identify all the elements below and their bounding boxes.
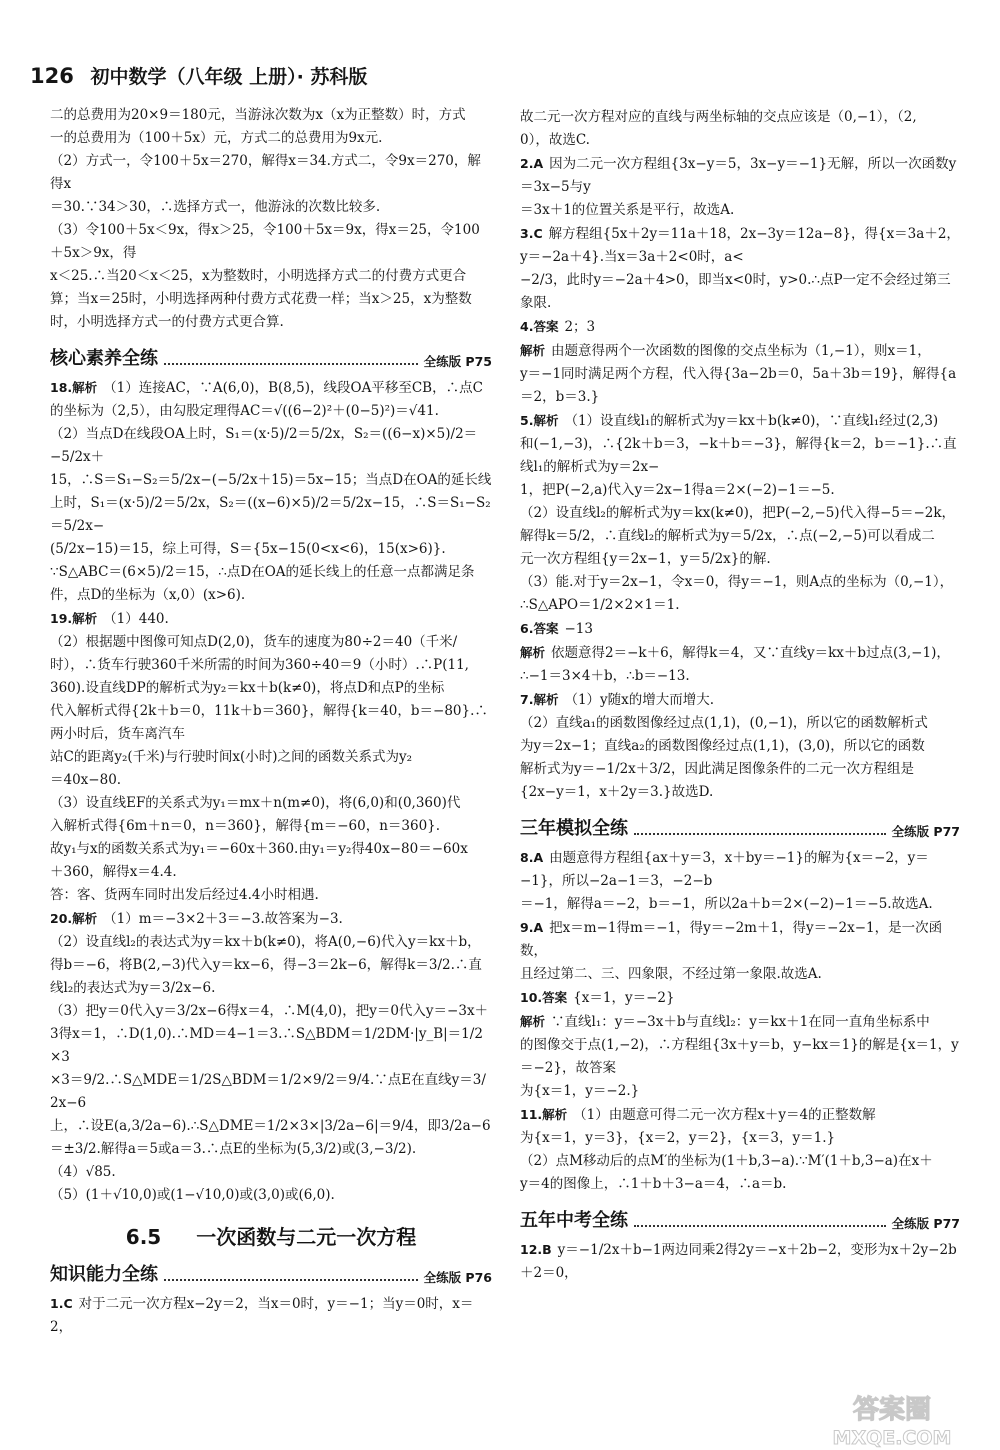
- line-text: 的图像交于点(1,−2)，∴方程组{3x＋y＝b，y−kx＝1}的解是{x＝1，y＝−2}，故答案: [520, 1037, 959, 1076]
- question-2: [520, 152, 960, 222]
- question-6: [520, 617, 960, 688]
- line-text: 解方程组{5x＋2y＝11a＋18，2x−3y＝12a−8}，得{x＝3a＋2，y＝−2a＋4}.当x＝3a＋2<0时，a<: [520, 226, 960, 265]
- question-label: 解析: [520, 343, 546, 358]
- section-divider: [164, 363, 418, 365]
- line-text: (5/2x−15)＝15，综上可得，S＝{5x−15(0<x<6)，15(x>6)}.: [50, 541, 446, 557]
- line-text: 由题意得两个一次函数的图像的交点坐标为（1,−1），则x＝1，: [551, 343, 931, 359]
- text-line: [520, 548, 960, 571]
- text-line: [520, 712, 960, 735]
- line-text: 且经过第二、三、四象限，不经过第一象限.故选A.: [520, 966, 822, 982]
- line-text: 答：客、货两车同时出发后经过4.4小时相遇.: [50, 887, 319, 903]
- line-text: （2）设直线l₂的解析式为y＝kx(k≠0)，把P(−2,−5)代入得−5＝−2k，: [520, 505, 956, 521]
- line-text: ∴S△APO＝1/2×2×1＝1.: [520, 597, 680, 613]
- line-text: 入解析式得{6m＋n＝0，n＝360}，解得{m＝−60，n＝360}.: [50, 818, 441, 834]
- text-line: [50, 423, 492, 469]
- line-text: （2）设直线l₂的表达式为y＝kx＋b(k≠0)，将A(0,−6)代入y＝kx＋b，: [50, 934, 481, 950]
- text-line: [520, 129, 960, 152]
- intro-block: [50, 104, 492, 334]
- section-five-year: [520, 1206, 960, 1232]
- watermark-bottom-text: MXQE.COM: [832, 1427, 952, 1449]
- question-19: [50, 607, 492, 907]
- question-18: [50, 376, 492, 607]
- line-text: （5）(1＋√10,0)或(1−√10,0)或(3,0)或(6,0).: [50, 1187, 335, 1203]
- text-line: [520, 502, 960, 525]
- text-line: [50, 1069, 492, 1115]
- text-line: [520, 641, 960, 665]
- question-label: 2.A: [520, 156, 544, 171]
- text-line: [50, 607, 492, 631]
- question-4: [520, 315, 960, 409]
- line-text: （2）直线a₁的函数图像经过点(1,1)，(0,−1)，所以它的函数解析式: [520, 715, 928, 731]
- line-text: 元一次方程组{y＝2x−1，y＝5/2x}的解.: [520, 551, 771, 567]
- line-text: 为{x＝1，y＝3}，{x＝2，y＝2}，{x＝3，y＝1.}: [520, 1130, 836, 1146]
- section-title: 五年中考全练: [520, 1210, 628, 1231]
- line-text: （2）点M移动后的点M′的坐标为(1＋b,3−a).∵M′(1＋b,3−a)在x＋: [520, 1153, 933, 1169]
- question-label: 解析: [520, 645, 546, 660]
- section-title: 核心素养全练: [50, 348, 158, 369]
- line-text: {x＝1，y＝−2}: [573, 990, 675, 1006]
- line-text: （1）m＝−3×2＋3＝−3.故答案为−3.: [103, 911, 343, 927]
- page-header: [30, 62, 367, 89]
- text-line: [520, 363, 960, 409]
- line-text: 0），故选C.: [520, 132, 590, 148]
- chapter-title: 一次函数与二元一次方程: [196, 1225, 417, 1249]
- line-text: ∴−1＝3×4＋b，∴b＝−13.: [520, 668, 690, 684]
- question-20: [50, 907, 492, 1207]
- text-line: [520, 665, 960, 688]
- line-text: 1，把P(−2,a)代入y＝2x−1得a＝2×(−2)−1＝−5.: [520, 482, 835, 498]
- text-line: [50, 677, 492, 700]
- text-line: [50, 492, 492, 538]
- left-column: [50, 104, 492, 1339]
- line-text: 象限.: [520, 295, 552, 311]
- question-label: 9.A: [520, 920, 544, 935]
- text-line: [520, 339, 960, 363]
- line-text: 解析式为y＝−1/2x＋3/2，因此满足图像条件的二元一次方程组是: [520, 761, 915, 777]
- question-1-continued: [520, 106, 960, 152]
- line-text: 解得k＝5/2，∴直线l₂的解析式为y＝5/2x，∴点(−2,−5)可以看成二: [520, 528, 935, 544]
- question-text: 对于二元一次方程x−2y＝2，当x＝0时，y＝−1；当y＝0时，x＝2，: [50, 1296, 474, 1335]
- text-line: 时，小明选择方式一的付费方式更合算.: [50, 314, 284, 330]
- line-text: 依题意得2＝−k＋6，解得k＝4，又∵直线y＝kx＋b过点(3,−1)，: [551, 645, 950, 661]
- question-1: [50, 1292, 492, 1339]
- text-line: [520, 1150, 960, 1173]
- line-text: ＝40x−80.: [50, 772, 122, 788]
- text-line: [520, 735, 960, 758]
- text-line: （2）方式一，令100＋5x＝270，解得x＝34.方式二，令9x＝270，解得x: [50, 153, 481, 192]
- text-line: [520, 106, 960, 129]
- text-line: 二的总费用为20×9＝180元，当游泳次数为x（x为正整数）时，方式: [50, 107, 466, 123]
- text-line: [50, 1023, 492, 1069]
- line-text: 和(−1,−3)，∴{2k＋b＝3，−k＋b＝−3}，解得{k＝2，b＝−1}.∴直线l₁的解析式为y＝2x−: [520, 436, 957, 475]
- text-line: [520, 846, 960, 893]
- text-line: [50, 815, 492, 838]
- line-text: 为{x＝1，y＝−2.}: [520, 1083, 640, 1099]
- text-line: [520, 893, 960, 916]
- question-label: 7.解析: [520, 692, 559, 707]
- text-line: [50, 954, 492, 977]
- text-line: [50, 376, 492, 400]
- line-text: ＝±3/2.解得a＝5或a＝3.∴点E的坐标为(5,3/2)或(3,−3/2).: [50, 1141, 417, 1157]
- text-line: （3）令100＋5x＜9x，得x＞25，令100＋5x＝9x，得x＝25，令100＋5x＞9x，得: [50, 222, 480, 261]
- chapter-heading: [50, 1221, 492, 1250]
- line-text: ＋360，解得x＝4.4.: [50, 864, 177, 880]
- line-text: y＝−1同时满足两个方程，代入得{3a−2b＝0，5a＋3b＝19}，解得{a＝2，b＝3.}: [520, 366, 957, 405]
- page-number: 126: [30, 64, 74, 88]
- question-7: [520, 688, 960, 804]
- line-text: 上，∴设E(a,3/2a−6).∴S△DME＝1/2×3×|3/2a−6|＝9/4，即3/2a−6: [50, 1118, 491, 1134]
- text-line: [50, 631, 492, 654]
- line-text: （2）根据题中图像可知点D(2,0)，货车的速度为80÷2＝40（千米/: [50, 634, 458, 650]
- text-line: [520, 152, 960, 199]
- line-text: ＝3x＋1的位置关系是平行，故选A.: [520, 202, 735, 218]
- line-text: 故y₁与x的函数关系式为y₁＝−60x＋360.由y₁＝y₂得40x−80＝−60x: [50, 841, 468, 857]
- text-line: [520, 1103, 960, 1127]
- question-label: 18.解析: [50, 380, 98, 395]
- text-line: [50, 1161, 492, 1184]
- question-label: 3.C: [520, 226, 543, 241]
- text-line: [520, 571, 960, 594]
- question-label: 8.A: [520, 850, 544, 865]
- text-line: 算；当x＝25时，小明选择两种付费方式花费一样；当x＞25，x为整数: [50, 291, 472, 307]
- text-line: [520, 222, 960, 269]
- line-text: （4）√85.: [50, 1164, 116, 1180]
- question-label: 12.B: [520, 1242, 552, 1257]
- text-line: [520, 1010, 960, 1034]
- text-line: [50, 469, 492, 492]
- question-label: 1.C: [50, 1296, 73, 1311]
- text-line: [50, 861, 492, 884]
- line-text: 为y＝2x−1；直线a₂的函数图像经过点(1,1)，(3,0)，所以它的函数: [520, 738, 925, 754]
- section-three-year: [520, 814, 960, 840]
- text-line: [50, 931, 492, 954]
- line-text: y＝4的图像上，∴1＋b＋3−a＝4，∴a＝b.: [520, 1176, 787, 1192]
- text-line: [520, 479, 960, 502]
- question-label: 5.解析: [520, 413, 559, 428]
- section-ref: 全练版 P77: [891, 824, 960, 839]
- text-line: [50, 538, 492, 561]
- line-text: 3得x＝1，∴D(1,0).∴MD＝4−1＝3.∴S△BDM＝1/2DM·|y_B|＝1/2×3: [50, 1026, 483, 1065]
- question-3: [520, 222, 960, 315]
- chapter-number: 6.5: [125, 1225, 162, 1249]
- line-text: 把x＝m−1得m＝−1，得y＝−2m＋1，得y＝−2x−1，是一次函数，: [520, 920, 943, 959]
- line-text: 代入解析式得{2k＋b＝0，11k＋b＝360}，解得{k＝40，b＝−80}.∴两小时后，货车离汽车: [50, 703, 488, 742]
- section-divider: [634, 1225, 886, 1227]
- text-line: [520, 269, 960, 292]
- line-text: 站C的距离y₂(千米)与行驶时间x(小时)之间的函数关系式为y₂: [50, 749, 413, 765]
- text-line: [520, 963, 960, 986]
- text-line: [520, 409, 960, 433]
- text-line: [50, 884, 492, 907]
- text-line: ＝30.∵34＞30，∴选择方式一，他游泳的次数比较多.: [50, 199, 381, 215]
- text-line: [50, 1184, 492, 1207]
- line-text: 360).设直线DP的解析式为y₂＝kx＋b(k≠0)，将点D和点P的坐标: [50, 680, 445, 696]
- text-line: [50, 769, 492, 792]
- text-line: [50, 746, 492, 769]
- section-ref: 全练版 P76: [423, 1270, 492, 1285]
- text-line: [50, 584, 492, 607]
- text-line: [50, 907, 492, 931]
- question-5: [520, 409, 960, 617]
- text-line: [520, 594, 960, 617]
- section-title: 三年模拟全练: [520, 818, 628, 839]
- text-line: [50, 400, 492, 423]
- section-divider: [164, 1279, 418, 1281]
- line-text: {2x−y＝1，x＋2y＝3.}故选D.: [520, 784, 714, 800]
- text-line: [520, 758, 960, 781]
- line-text: 线l₂的表达式为y＝3/2x−6.: [50, 980, 216, 996]
- line-text: 故二元一次方程对应的直线与两坐标轴的交点应该是（0,−1），（2,: [520, 109, 917, 125]
- text-line: [520, 1080, 960, 1103]
- watermark-top-text: 答案圈: [852, 1395, 932, 1425]
- text-line: [520, 1173, 960, 1196]
- text-line: [50, 561, 492, 584]
- line-text: ∵S△ABC＝(6×5)/2＝15，∴点D在OA的延长线上的任意一点都满足条: [50, 564, 475, 580]
- text-line: [50, 838, 492, 861]
- question-label: 解析: [520, 1014, 546, 1029]
- text-line: [50, 654, 492, 677]
- section-title: 知识能力全练: [50, 1264, 158, 1285]
- text-line: [50, 700, 492, 746]
- line-text: 得b＝−6，将B(2,−3)代入y＝kx−6，得−3＝2k−6，解得k＝3/2.∴直: [50, 957, 482, 973]
- question-label: 6.答案: [520, 621, 559, 636]
- section-ref: 全练版 P75: [423, 354, 492, 369]
- section-core-literacy: [50, 344, 492, 370]
- line-text: （3）能.对于y＝2x−1，令x＝0，得y＝−1，则A点的坐标为（0,−1），: [520, 574, 954, 590]
- line-text: 2；3: [564, 319, 596, 335]
- line-text: 因为二元一次方程组{3x−y＝5，3x−y＝−1}无解，所以一次函数y＝3x−5与y: [520, 156, 957, 195]
- section-ref: 全练版 P77: [891, 1216, 960, 1231]
- text-line: x＜25.∴当20＜x＜25，x为整数时，小明选择方式二的付费方式更合: [50, 268, 467, 284]
- line-text: （1）440.: [103, 611, 169, 627]
- text-line: [520, 986, 960, 1010]
- text-line: [520, 199, 960, 222]
- line-text: −13: [564, 621, 593, 637]
- line-text: ∵直线l₁：y＝−3x＋b与直线l₂：y＝kx＋1在同一直角坐标系中: [551, 1014, 930, 1030]
- line-text: （1）设直线l₁的解析式为y＝kx＋b(k≠0)，∵直线l₁经过(2,3): [564, 413, 939, 429]
- line-text: 由题意得方程组{ax＋y＝3，x＋by＝−1}的解为{x＝−2，y＝−1}，所以−2a−1＝3，−2−b: [520, 850, 929, 889]
- text-line: [520, 525, 960, 548]
- question-label: 11.解析: [520, 1107, 568, 1122]
- line-text: ＝−1，解得a＝−2，b＝−1，所以2a＋b＝2×(−2)−1＝−5.故选A.: [520, 896, 933, 912]
- text-line: [50, 792, 492, 815]
- line-text: （1）由题意可得二元一次方程x＋y＝4的正整数解: [573, 1107, 876, 1123]
- line-text: 时），∴货车行驶360千米所需的时间为360÷40＝9（小时）.∴P(11,: [50, 657, 469, 673]
- question-label: 4.答案: [520, 319, 559, 334]
- question-text: y＝−1/2x＋b−1两边同乘2得2y＝−x＋2b−2，变形为x＋2y−2b＋2＝0，: [520, 1242, 957, 1281]
- question-label: 20.解析: [50, 911, 98, 926]
- line-text: （3）设直线EF的关系式为y₁＝mx＋n(m≠0)，将(6,0)和(0,360)代: [50, 795, 461, 811]
- line-text: 件，点D的坐标为（x,0）(x>6).: [50, 587, 246, 603]
- text-line: [520, 916, 960, 963]
- text-line: [520, 781, 960, 804]
- question-label: 19.解析: [50, 611, 98, 626]
- text-line: [520, 688, 960, 712]
- line-text: 15，∴S＝S₁−S₂＝5/2x−(−5/2x＋15)＝5x−15；当点D在OA的延长线: [50, 472, 492, 488]
- right-column: [520, 106, 960, 1285]
- question-12: [520, 1238, 960, 1285]
- section-knowledge: [50, 1260, 492, 1286]
- watermark-logo: [822, 1388, 962, 1450]
- text-line: [50, 1138, 492, 1161]
- text-line: [520, 1034, 960, 1080]
- text-line: [520, 433, 960, 479]
- section-divider: [634, 833, 886, 835]
- text-line: [50, 1115, 492, 1138]
- text-line: 一的总费用为（100＋5x）元，方式二的总费用为9x元.: [50, 130, 383, 146]
- text-line: [520, 1127, 960, 1150]
- question-8: [520, 846, 960, 916]
- line-text: （1）y随x的增大而增大.: [564, 692, 715, 708]
- line-text: 上时，S₁＝(x·5)/2＝5/2x，S₂＝((x−6)×5)/2＝5/2x−15，∴S＝S₁−S₂＝5/2x−: [50, 495, 491, 534]
- question-label: 10.答案: [520, 990, 568, 1005]
- line-text: 的坐标为（2,5），由勾股定理得AC＝√((6−2)²＋(0−5)²)＝√41.: [50, 403, 439, 419]
- text-line: [50, 977, 492, 1000]
- question-11: [520, 1103, 960, 1196]
- line-text: （1）连接AC，∵A(6,0)，B(8,5)，线段OA平移至CB，∴点C: [103, 380, 483, 396]
- line-text: ×3＝9/2.∴S△MDE＝1/2S△BDM＝1/2×9/2＝9/4.∵点E在直线y＝3/2x−6: [50, 1072, 486, 1111]
- question-10: [520, 986, 960, 1103]
- line-text: （3）把y＝0代入y＝3/2x−6得x＝4，∴M(4,0)，把y＝0代入y＝−3x＋: [50, 1003, 489, 1019]
- text-line: [520, 617, 960, 641]
- question-9: [520, 916, 960, 986]
- text-line: [520, 292, 960, 315]
- book-title: 初中数学（八年级 上册）· 苏科版: [90, 66, 368, 88]
- text-line: [50, 1000, 492, 1023]
- line-text: （2）当点D在线段OA上时，S₁＝(x·5)/2＝5/2x，S₂＝((6−x)×5)/2＝−5/2x＋: [50, 426, 478, 465]
- line-text: −2/3，此时y＝−2a＋4>0，即当x<0时，y>0.∴点P一定不会经过第三: [520, 272, 951, 288]
- text-line: [520, 315, 960, 339]
